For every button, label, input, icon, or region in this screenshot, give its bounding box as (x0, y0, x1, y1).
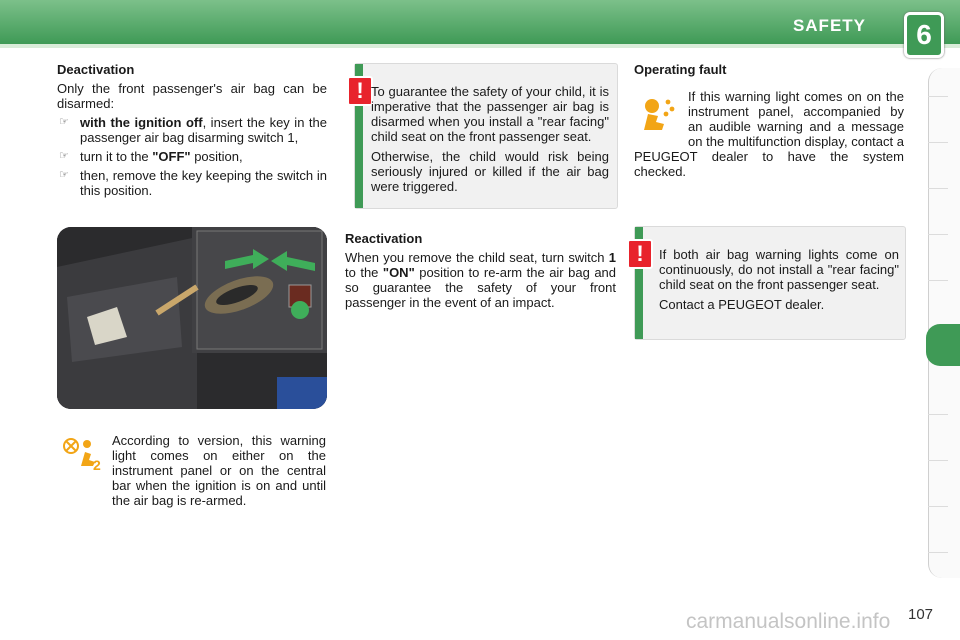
pointing-hand-icon: ☞ (59, 169, 69, 181)
rail-tick (928, 460, 948, 461)
warning-light-caption: According to version, this warning light comes on either on the instrument panel or on the central bar when the ignition is on and until the air bag is re-armed. (112, 433, 326, 508)
page-number: 107 (908, 606, 934, 623)
list-item (57, 168, 327, 198)
section-title: SAFETY (792, 16, 866, 35)
bullet-text: , insert the key in the passenger air bag disarming switch 1, (80, 115, 328, 145)
bullet-text: then, remove the key keeping the switch in this position. (80, 168, 327, 198)
bullet-bold: with the ignition off (80, 115, 203, 130)
warning-paragraph: Contact a PEUGEOT dealer. (659, 297, 825, 312)
chapter-number-badge: 6 (904, 12, 944, 58)
warning-text (371, 84, 609, 199)
list-item (57, 149, 327, 164)
svg-text:2: 2 (93, 457, 101, 472)
operating-fault-section (634, 62, 904, 77)
reactivation-text-part: When you remove the child seat, turn switch (345, 250, 609, 265)
warning-paragraph: If both air bag warning lights come on continuously, do not install a "rear facing" child seat on the front passenger seat. (659, 247, 899, 292)
deactivation-heading: Deactivation (57, 62, 135, 77)
warning-paragraph: Otherwise, the child would risk being seriously injured or killed if the air bag were triggered. (371, 149, 609, 194)
rail-tick (928, 506, 948, 507)
exclamation-icon: ! (347, 76, 373, 106)
operating-fault-body: If this warning light comes on on the instrument panel, accompanied by an audible warning and a message on the multifunction display, contact a PEUGEOT dealer to have the system checked. (634, 89, 904, 179)
warning-paragraph: To guarantee the safety of your child, it is imperative that the passenger air bag is disarmed when you install a "rear facing" child seat on the front passenger seat. (371, 84, 609, 144)
bullet-bold: "OFF" (152, 149, 191, 164)
watermark: carmanualsonline.info (686, 610, 891, 633)
reactivation-section (345, 231, 616, 314)
reactivation-text-part: to the (345, 265, 383, 280)
rail-tick (928, 96, 948, 97)
pointing-hand-icon: ☞ (59, 116, 69, 128)
dashboard-illustration (57, 227, 327, 409)
warning-box-child-seat (354, 63, 618, 209)
on-label: "ON" (382, 265, 415, 280)
rail-tick (928, 188, 948, 189)
deactivation-section (57, 62, 327, 202)
reactivation-heading: Reactivation (345, 231, 423, 246)
icon-spacer (634, 89, 688, 135)
warning-text (659, 247, 899, 317)
operating-fault-text (634, 89, 904, 179)
pointing-hand-icon: ☞ (59, 150, 69, 162)
header-divider (0, 44, 960, 48)
airbag-off-warning-icon (59, 436, 103, 472)
reactivation-text-part: position to re-arm the air bag and so guarantee the safety of your front passenger in the event of an impact. (345, 265, 617, 310)
warning-box-both-lights (634, 226, 906, 340)
reactivation-text (345, 250, 616, 310)
rail-tick (928, 280, 948, 281)
switch-number: 1 (608, 250, 616, 265)
chapter-tab-active[interactable] (926, 324, 960, 366)
rail-tick (928, 142, 948, 143)
rail-tick (928, 414, 948, 415)
list-item (57, 115, 327, 145)
bullet-text: position, (190, 149, 243, 164)
bullet-text: turn it to the (80, 149, 153, 164)
chapter-rail (928, 68, 960, 578)
airbag-switch-photo (57, 227, 327, 409)
operating-fault-heading: Operating fault (634, 62, 727, 77)
deactivation-intro: Only the front passenger's air bag can be disarmed: (57, 81, 327, 111)
exclamation-icon: ! (627, 239, 653, 269)
rail-tick (928, 552, 948, 553)
rail-tick (928, 234, 948, 235)
